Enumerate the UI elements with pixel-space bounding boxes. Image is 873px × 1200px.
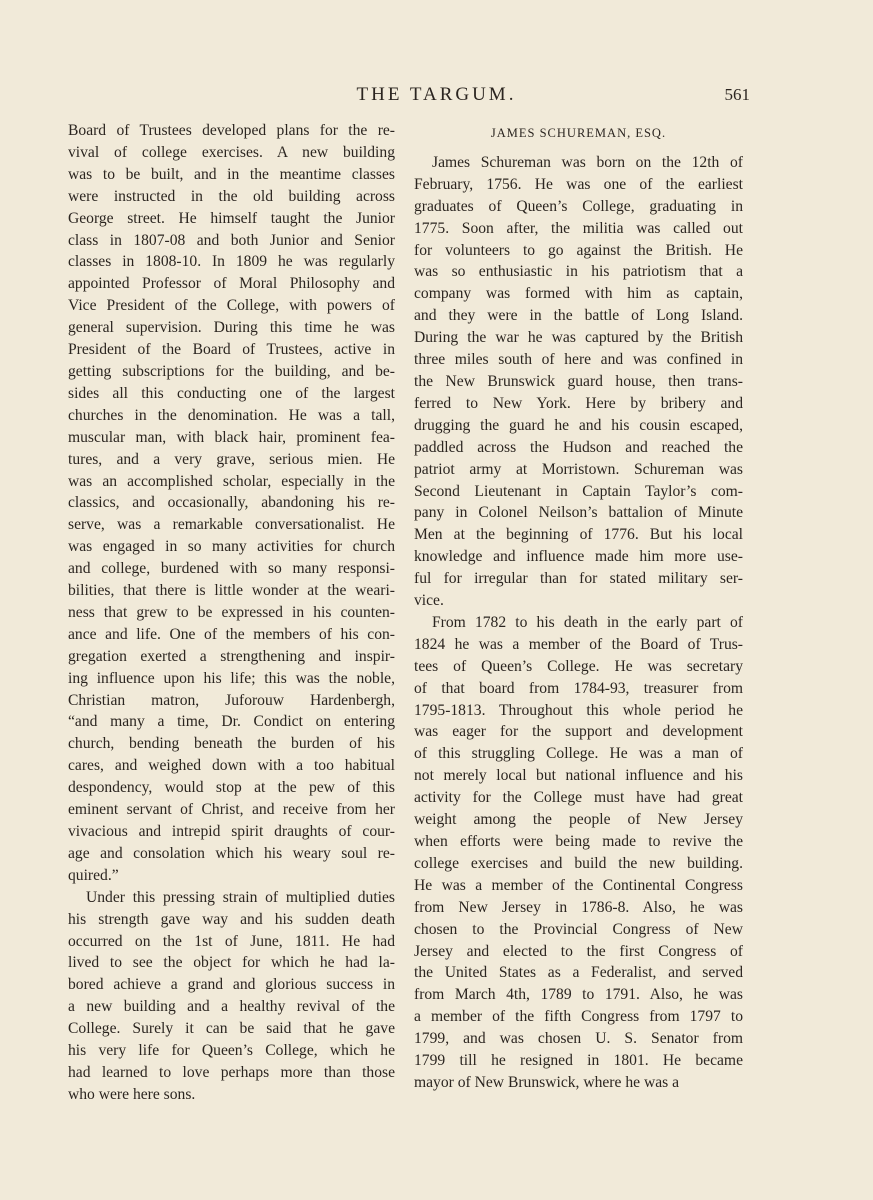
text-line: patriot army at Morristown. Schureman was <box>414 460 743 478</box>
text-line: age and consolation which his weary soul re- <box>68 844 395 862</box>
text-line: paddled across the Hudson and reached the <box>414 438 743 456</box>
text-line: despondency, would stop at the pew of this <box>68 779 395 797</box>
text-line: company was formed with him as captain, <box>414 285 743 303</box>
text-line: of this struggling College. He was a man of <box>414 745 743 763</box>
text-line: who were here sons. <box>68 1085 196 1103</box>
right-paragraph-1 <box>414 152 743 612</box>
section-heading: JAMES SCHUREMAN, ESQ. <box>490 126 667 140</box>
text-line: bilities, that there is little wonder at the weari- <box>68 582 395 600</box>
text-line: tees of Queen’s College. He was secretary <box>414 657 743 675</box>
text-line: vivacious and intrepid spirit draughts of cour- <box>68 823 395 840</box>
text-line: During the war he was captured by the British <box>414 329 743 347</box>
text-line: Men at the beginning of 1776. But his local <box>414 526 743 544</box>
text-line: general supervision. During this time he was <box>68 319 395 337</box>
page-number: 561 <box>724 85 750 104</box>
text-line: George street. He himself taught the Junior <box>68 209 395 227</box>
text-line: lived to see the object for which he had la- <box>68 954 395 972</box>
text-line: was to be built, and in the meantime classes <box>68 165 395 183</box>
text-line: was eager for the support and development <box>414 723 743 741</box>
text-line: from New Jersey in 1786-8. Also, he was <box>414 898 743 916</box>
text-line: Second Lieutenant in Captain Taylor’s com- <box>414 482 743 500</box>
text-line: a member of the fifth Congress from 1797 to <box>414 1008 743 1026</box>
text-line: classics, and occasionally, abandoning his re- <box>68 494 395 512</box>
text-line: the United States as a Federalist, and served <box>414 964 743 982</box>
text-line: ness that grew to be expressed in his counten- <box>68 603 395 621</box>
text-line: Board of Trustees developed plans for the re- <box>68 122 395 139</box>
text-line: ful for irregular than for stated military ser- <box>414 570 743 588</box>
text-line: was engaged in so many activities for church <box>68 538 395 556</box>
left-column <box>68 120 395 1106</box>
text-line: was an accomplished scholar, especially in the <box>68 472 395 490</box>
text-line: when efforts were being made to revive the <box>414 833 743 850</box>
text-line: eminent servant of Christ, and receive from her <box>68 801 395 819</box>
text-line: church, bending beneath the burden of his <box>68 735 395 753</box>
text-line: and they were in the battle of Long Island. <box>414 307 743 325</box>
text-line: churches in the denomination. He was a tall, <box>68 406 395 424</box>
text-line: gregation exerted a strengthening and inspir- <box>68 647 395 665</box>
text-line: the New Brunswick guard house, then trans- <box>414 372 743 390</box>
text-line: not merely local but national influence and his <box>414 767 743 785</box>
text-line: Jersey and elected to the first Congress of <box>414 942 743 960</box>
text-line: sides all this conducting one of the largest <box>68 384 395 402</box>
text-line: knowledge and influence made him more use- <box>414 548 743 566</box>
text-line: February, 1756. He was one of the earliest <box>414 175 743 193</box>
text-line: from March 4th, 1789 to 1791. Also, he was <box>414 986 743 1004</box>
text-line: getting subscriptions for the building, and be- <box>68 362 395 380</box>
text-line: a new building and a healthy revival of the <box>68 998 395 1016</box>
text-line: 1824 he was a member of the Board of Trus- <box>414 635 743 653</box>
text-line: drugging the guard he and his cousin escaped, <box>414 416 743 434</box>
text-line: ferred to New York. Here by bribery and <box>414 394 743 412</box>
running-head <box>0 84 873 108</box>
text-line: his strength gave way and his sudden death <box>68 910 395 928</box>
text-line: chosen to the Provincial Congress of New <box>414 920 743 938</box>
text-line: Christian matron, Juforouw Hardenbergh, <box>68 691 395 709</box>
text-line: for volunteers to go against the British. He <box>414 241 743 259</box>
left-paragraph-2 <box>68 887 395 1106</box>
text-line: vival of college exercises. A new building <box>68 143 395 161</box>
text-line: class in 1807-08 and both Junior and Senior <box>68 231 395 249</box>
running-title: THE TARGUM. <box>356 84 517 105</box>
right-column <box>414 120 743 1094</box>
text-line: mayor of New Brunswick, where he was a <box>414 1073 680 1091</box>
text-line: bored achieve a grand and glorious success in <box>68 976 395 994</box>
text-line: James Schureman was born on the 12th of <box>432 153 743 171</box>
text-line: 1799, and was chosen U. S. Senator from <box>414 1030 743 1048</box>
text-line: of that board from 1784-93, treasurer from <box>414 679 743 697</box>
text-line: his very life for Queen’s College, which he <box>68 1042 395 1060</box>
text-line: muscular man, with black hair, prominent fea- <box>68 428 395 446</box>
text-line: ing influence upon his life; this was the noble, <box>68 669 395 687</box>
text-line: He was a member of the Continental Congress <box>414 876 743 894</box>
text-line: three miles south of here and was confined in <box>414 351 743 369</box>
right-paragraph-2 <box>414 612 743 1094</box>
text-line: From 1782 to his death in the early part of <box>432 613 743 631</box>
text-line: college exercises and build the new building. <box>414 854 743 872</box>
text-line: vice. <box>414 592 444 610</box>
left-paragraph-1 <box>68 120 395 887</box>
text-line: and college, burdened with so many responsi- <box>68 560 395 578</box>
text-line: serve, was a remarkable conversationalist. He <box>68 516 395 534</box>
text-line: College. Surely it can be said that he gave <box>68 1020 395 1038</box>
text-line: 1775. Soon after, the militia was called out <box>414 219 743 237</box>
text-line: tures, and a very grave, serious mien. He <box>68 450 395 468</box>
text-line: activity for the College must have had great <box>414 789 743 807</box>
text-line: ance and life. One of the members of his con- <box>68 625 395 643</box>
text-line: appointed Professor of Moral Philosophy and <box>68 275 395 293</box>
text-line: Under this pressing strain of multiplied duties <box>86 888 395 906</box>
text-line: 1795-1813. Throughout this whole period he <box>414 701 743 719</box>
text-line: was so enthusiastic in his patriotism that a <box>414 263 743 281</box>
text-line: pany in Colonel Neilson’s battalion of Minute <box>414 504 743 522</box>
text-line: were instructed in the old building across <box>68 187 395 205</box>
text-line: Vice President of the College, with powers of <box>68 297 395 315</box>
text-line: quired.” <box>68 866 119 884</box>
text-line: occurred on the 1st of June, 1811. He had <box>68 932 395 950</box>
text-line: cares, and weighed down with a too habitual <box>68 757 395 775</box>
text-line: weight among the people of New Jersey <box>414 811 743 829</box>
text-line: 1799 till he resigned in 1801. He became <box>414 1052 743 1070</box>
text-line: had learned to love perhaps more than those <box>68 1063 395 1081</box>
text-line: graduates of Queen’s College, graduating in <box>414 197 743 215</box>
text-line: President of the Board of Trustees, active in <box>68 341 395 359</box>
text-line: classes in 1808-10. In 1809 he was regularly <box>68 253 395 271</box>
text-line: “and many a time, Dr. Condict on entering <box>68 713 395 731</box>
